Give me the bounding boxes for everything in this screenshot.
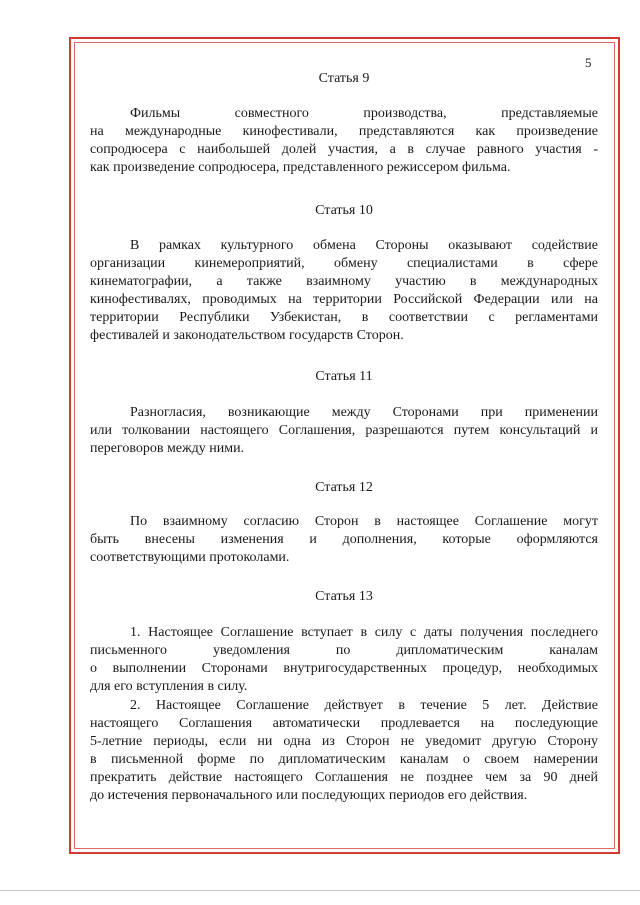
article-12-line: По взаимному согласию Сторон в настоящее Соглашение могут [130, 514, 598, 529]
article-13-paragraph-2 [90, 697, 598, 805]
article-13-paragraph-1 [90, 624, 598, 696]
article-11-heading: Статья 11 [315, 369, 373, 384]
page-edge-divider [0, 890, 640, 891]
article-9-line: на международные кинофестивали, представляются как произведение [90, 124, 598, 139]
article-10-heading: Статья 10 [315, 203, 373, 218]
article-13-heading: Статья 13 [315, 589, 373, 604]
article-13-line: в письменной форме по дипломатическим каналам о своем намерении [90, 752, 598, 767]
page-number: 5 [585, 55, 592, 70]
article-11-line: переговоров между ними. [90, 441, 245, 456]
article-10-line: организации кинемероприятий, обмену специалистами в сфере [90, 256, 598, 271]
article-13-line: письменного уведомления по дипломатическим каналам [90, 643, 598, 658]
article-9-text [90, 105, 598, 177]
article-9-heading: Статья 9 [318, 71, 370, 86]
article-11-text [90, 404, 598, 458]
article-12-text [90, 513, 598, 567]
article-12-line: быть внесены изменения и дополнения, которые оформляются [90, 532, 598, 547]
article-12-line: соответствующими протоколами. [90, 550, 290, 565]
article-10-line: кинематографии, а также взаимному участию в международных [90, 274, 598, 289]
article-10-line: кинофестивалях, проводимых на территории Российской Федерации или на [90, 292, 598, 307]
article-13-line: 5-летние периоды, если ни одна из Сторон не уведомит другую Сторону [90, 734, 598, 749]
article-9-line: как произведение сопродюсера, представленного режиссером фильма. [90, 160, 511, 175]
article-13-line: о выполнении Сторонами внутригосударственных процедур, необходимых [90, 661, 598, 676]
article-13-line: 1. Настоящее Соглашение вступает в силу с даты получения последнего [130, 625, 598, 640]
article-9-line: сопродюсера с наибольшей долей участия, а в случае равного участия - [90, 142, 598, 157]
article-9-line: Фильмы совместного производства, представляемые [130, 106, 598, 121]
article-13-line: настоящего Соглашения автоматически продлевается на последующие [90, 716, 598, 731]
article-10-line: В рамках культурного обмена Стороны оказывают содействие [130, 238, 598, 253]
article-10-text [90, 237, 598, 345]
article-13-line: до истечения первоначального или последующих периодов его действия. [90, 788, 528, 803]
article-13-line: 2. Настоящее Соглашение действует в течение 5 лет. Действие [130, 698, 598, 713]
article-11-line: Разногласия, возникающие между Сторонами при применении [130, 405, 598, 420]
article-10-line: фестивалей и законодательством государств Сторон. [90, 328, 404, 343]
article-13-line: для его вступления в силу. [90, 679, 248, 694]
article-13-line: прекратить действие настоящего Соглашения не позднее чем за 90 дней [90, 770, 598, 785]
article-12-heading: Статья 12 [315, 480, 373, 495]
article-11-line: или толковании настоящего Соглашения, разрешаются путем консультаций и [90, 423, 598, 438]
article-10-line: территории Республики Узбекистан, в соответствии с регламентами [90, 310, 598, 325]
